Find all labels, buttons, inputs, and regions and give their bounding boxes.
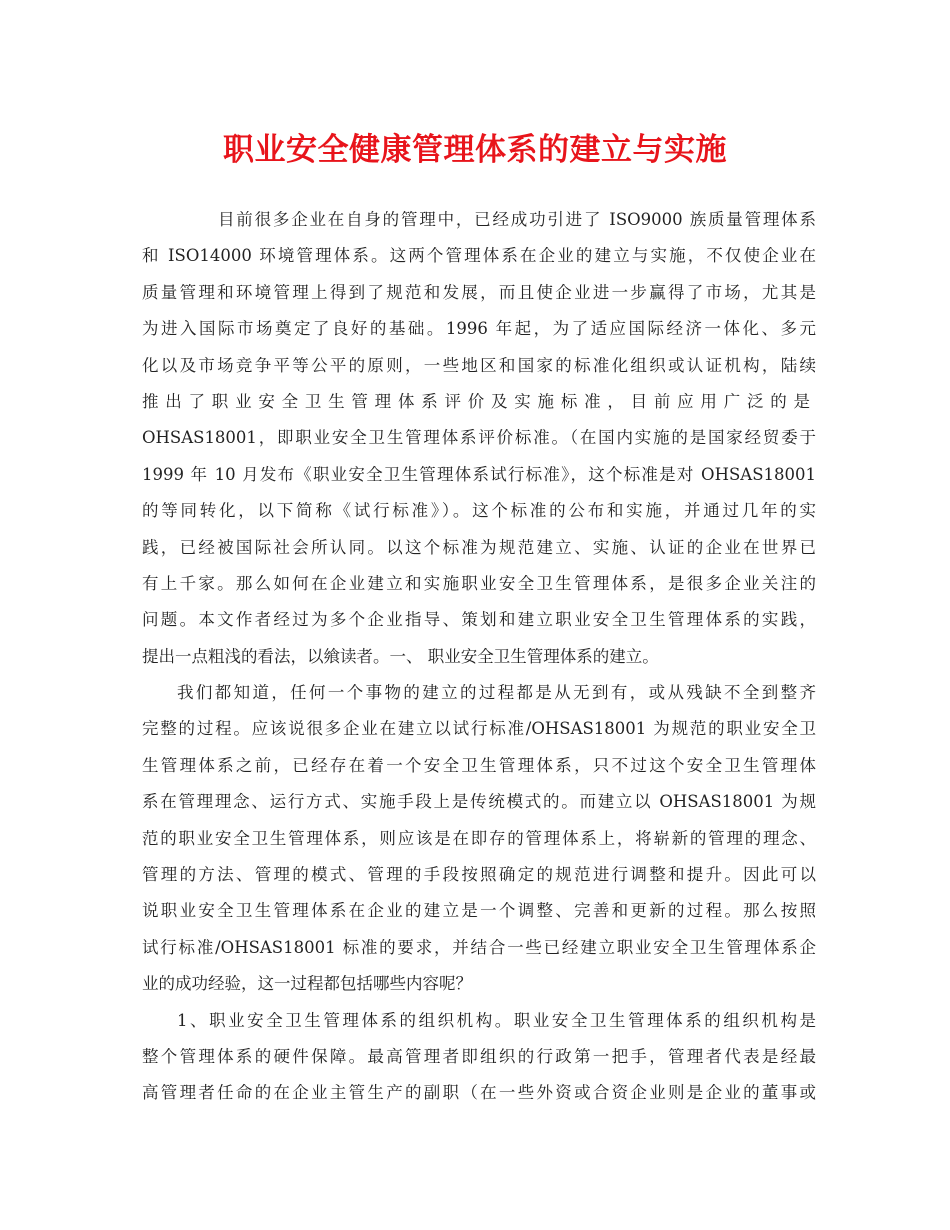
body-line: 质量管理和环境管理上得到了规范和发展，而且使企业进一步赢得了市场，尤其是	[142, 282, 816, 302]
body-line: 高管理者任命的在企业主管生产的副职（在一些外资或合资企业则是企业的董事或	[142, 1083, 816, 1103]
body-line: 我们都知道，任何一个事物的建立的过程都是从无到有，或从残缺不全到整齐	[177, 683, 816, 703]
body-line: 完整的过程。应该说很多企业在建立以试行标准/OHSAS18001 为规范的职业安全卫	[142, 719, 816, 739]
body-line: 推出了职业安全卫生管理体系评价及实施标准，目前应用广泛的是	[142, 391, 816, 411]
body-line: 说职业安全卫生管理体系在企业的建立是一个调整、完善和更新的过程。那么按照	[142, 901, 816, 921]
body-line: 业的成功经验，这一过程都包括哪些内容呢？	[142, 974, 472, 994]
body-line: 和 ISO14000 环境管理体系。这两个管理体系在企业的建立与实施，不仅使企业在	[142, 246, 816, 266]
body-line: 1999 年 10 月发布《职业安全卫生管理体系试行标准》，这个标准是对 OHSAS18001	[142, 464, 816, 484]
body-line: 有上千家。那么如何在企业建立和实施职业安全卫生管理体系，是很多企业关注的	[142, 573, 816, 593]
body-line: 系在管理理念、运行方式、实施手段上是传统模式的。而建立以 OHSAS18001 为规	[142, 792, 816, 812]
body-line: OHSAS18001，即职业安全卫生管理体系评价标准。（在国内实施的是国家经贸委于	[142, 428, 816, 448]
document-title: 职业安全健康管理体系的建立与实施	[223, 132, 727, 168]
body-line: 的等同转化，以下简称《试行标准》）。这个标准的公布和实施，并通过几年的实	[142, 501, 816, 521]
body-line: 试行标准/OHSAS18001 标准的要求，并结合一些已经建立职业安全卫生管理体系企	[142, 937, 816, 957]
body-line: 目前很多企业在自身的管理中，已经成功引进了 ISO9000 族质量管理体系	[218, 210, 816, 229]
body-line: 问题。本文作者经过为多个企业指导、策划和建立职业安全卫生管理体系的实践，	[142, 610, 816, 630]
body-line: 提出一点粗浅的看法，以飨读者。一、 职业安全卫生管理体系的建立。	[142, 646, 659, 666]
body-line: 践，已经被国际社会所认同。以这个标准为规范建立、实施、认证的企业在世界已	[142, 537, 816, 557]
body-line: 生管理体系之前，已经存在着一个安全卫生管理体系，只不过这个安全卫生管理体	[142, 755, 816, 775]
body-line: 范的职业安全卫生管理体系，则应该是在即存的管理体系上，将崭新的管理的理念、	[142, 828, 816, 848]
body-line: 管理的方法、管理的模式、管理的手段按照确定的规范进行调整和提升。因此可以	[142, 865, 816, 885]
body-line: 为进入国际市场奠定了良好的基础。1996 年起，为了适应国际经济一体化、多元	[142, 319, 816, 339]
body-line: 化以及市场竞争平等公平的原则，一些地区和国家的标准化组织或认证机构，陆续	[142, 355, 816, 375]
body-line: 整个管理体系的硬件保障。最高管理者即组织的行政第一把手，管理者代表是经最	[142, 1046, 816, 1066]
body-line: 1、职业安全卫生管理体系的组织机构。职业安全卫生管理体系的组织机构是	[177, 1010, 816, 1030]
document-body	[142, 202, 816, 1112]
